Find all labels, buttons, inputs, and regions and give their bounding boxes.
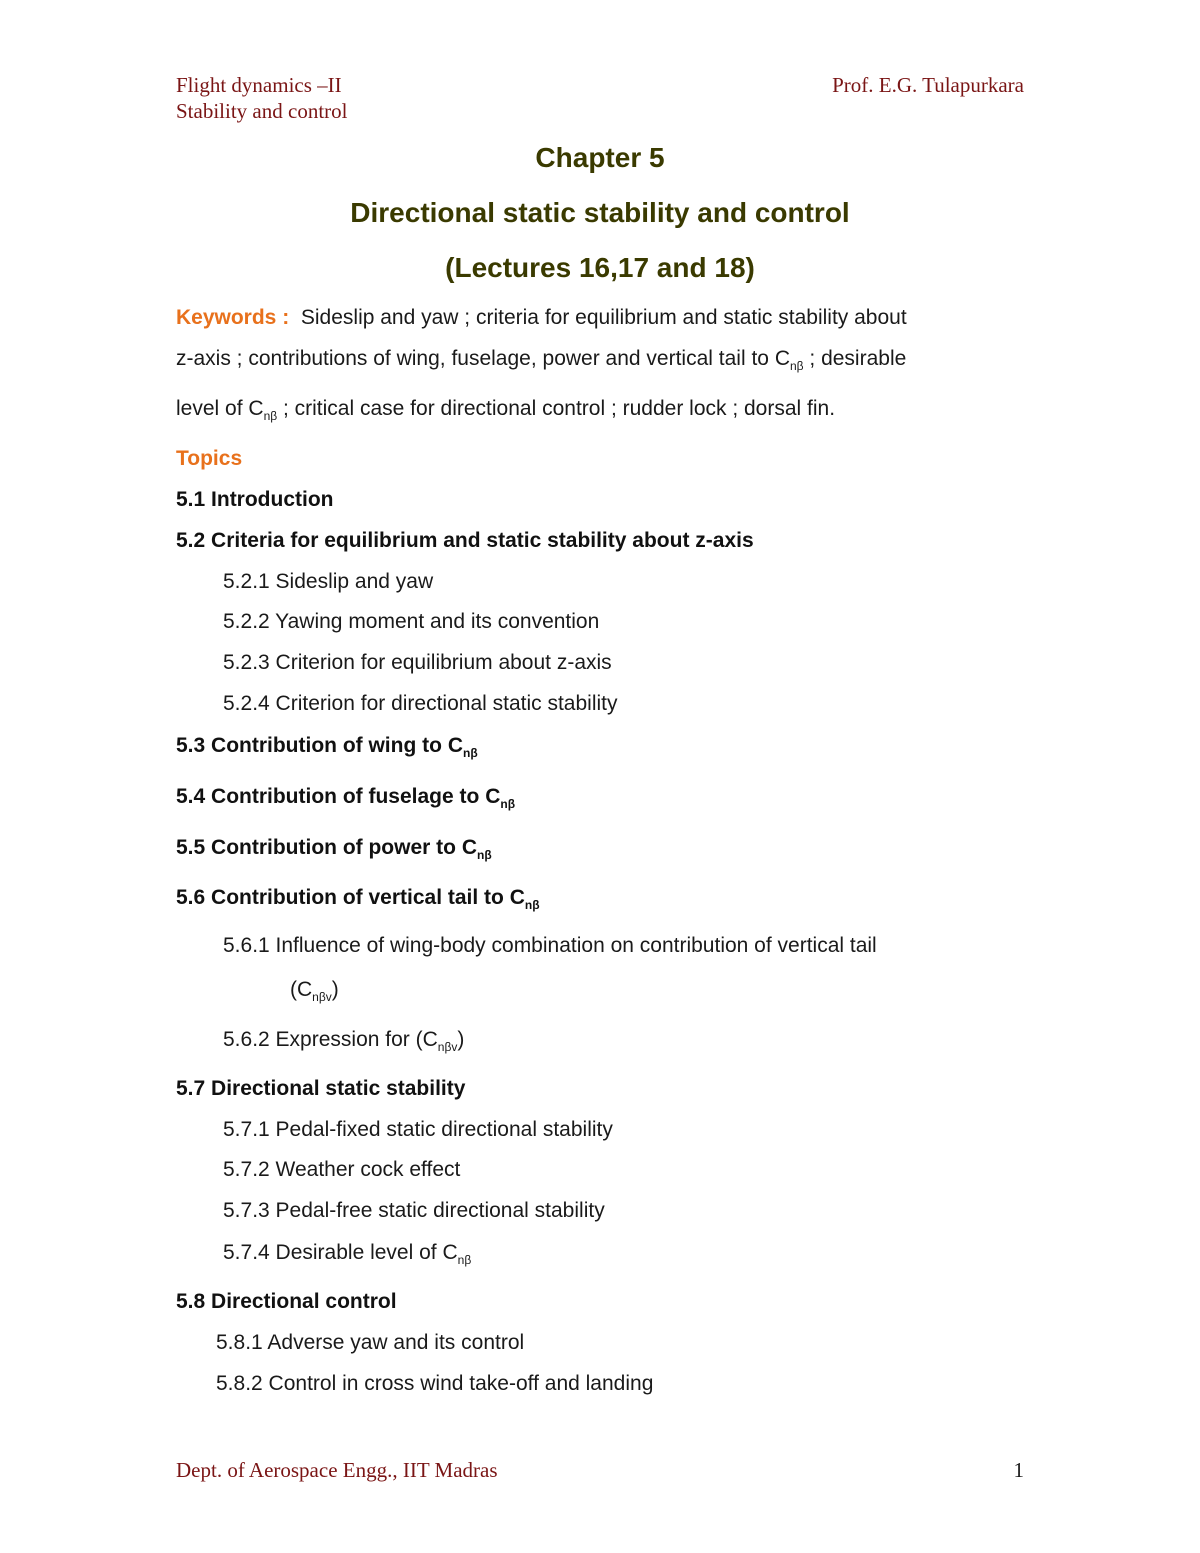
keywords-line-1 bbox=[176, 306, 907, 330]
topics-heading: Topics bbox=[176, 447, 243, 470]
symbol-c: C bbox=[485, 785, 501, 808]
symbol-c: C bbox=[442, 1241, 458, 1264]
topic-5-4-text: 5.4 Contribution of fuselage to bbox=[176, 785, 480, 808]
keywords-text-1: Sideslip and yaw ; criteria for equilibrium and static stability about bbox=[300, 306, 907, 329]
topic-5-6 bbox=[176, 886, 540, 912]
keywords-text-3b: ; critical case for directional control ; rudder lock ; dorsal fin. bbox=[282, 397, 836, 420]
topic-5-7-4-text: 5.7.4 Desirable level of bbox=[223, 1241, 437, 1264]
topic-5-7-1: 5.7.1 Pedal-fixed static directional stability bbox=[223, 1118, 613, 1141]
chapter-title: Directional static stability and control bbox=[350, 197, 850, 228]
symbol-subscript: nβv bbox=[312, 990, 332, 1004]
symbol-c: C bbox=[447, 734, 463, 757]
symbol-subscript: nβ bbox=[477, 848, 492, 862]
symbol-subscript: nβv bbox=[437, 1040, 458, 1054]
symbol-subscript: nβ bbox=[500, 797, 516, 811]
symbol-subscript: nβ bbox=[457, 1253, 472, 1267]
symbol-c: C bbox=[422, 1028, 438, 1051]
topic-5-3 bbox=[176, 734, 478, 760]
symbol-subscript: nβ bbox=[524, 898, 540, 912]
footer-department: Dept. of Aerospace Engg., IIT Madras bbox=[176, 1458, 498, 1482]
topic-5-6-2: 5.6.2 Expression for $(C_{n\beta v})$ bbox=[223, 1028, 465, 1054]
symbol-c: C bbox=[297, 978, 313, 1001]
keywords-line-3 bbox=[176, 397, 835, 423]
topic-5-2-4: 5.2.4 Criterion for directional static stability bbox=[223, 692, 618, 715]
keywords-text-3: level of bbox=[176, 397, 243, 420]
topic-5-8-2: 5.8.2 Control in cross wind take-off and landing bbox=[216, 1372, 654, 1395]
lectures-label: (Lectures 16,17 and 18) bbox=[445, 252, 755, 283]
topic-5-1: 5.1 Introduction bbox=[176, 488, 334, 511]
symbol-c: C bbox=[248, 397, 264, 420]
header-subtitle: Stability and control bbox=[176, 99, 348, 123]
topic-5-2-1: 5.2.1 Sideslip and yaw bbox=[223, 570, 434, 593]
topic-5-6-text: 5.6 Contribution of vertical tail to bbox=[176, 886, 504, 909]
header-author: Prof. E.G. Tulapurkara bbox=[832, 73, 1024, 97]
symbol-c: C bbox=[774, 347, 790, 370]
chapter-number: Chapter 5 bbox=[535, 142, 665, 173]
header-course: Flight dynamics –II bbox=[176, 73, 342, 97]
symbol-c: C bbox=[461, 836, 477, 859]
keywords-label: Keywords : bbox=[176, 306, 290, 329]
symbol-subscript: nβ bbox=[263, 409, 278, 423]
topic-5-6-2-text: 5.6.2 Expression for bbox=[223, 1028, 410, 1051]
topic-5-8: 5.8 Directional control bbox=[176, 1290, 397, 1313]
topic-5-6-1: 5.6.1 Influence of wing-body combination on contribution of vertical tail bbox=[223, 934, 877, 957]
topic-5-7-3: 5.7.3 Pedal-free static directional stability bbox=[223, 1199, 605, 1222]
symbol-c: C bbox=[509, 886, 525, 909]
topic-5-7-2: 5.7.2 Weather cock effect bbox=[223, 1158, 461, 1181]
topic-5-2: 5.2 Criteria for equilibrium and static stability about z-axis bbox=[176, 529, 754, 552]
topic-5-8-1: 5.8.1 Adverse yaw and its control bbox=[216, 1331, 525, 1354]
keywords-line-2 bbox=[176, 347, 906, 373]
symbol-subscript: nβ bbox=[462, 746, 478, 760]
topic-5-5-text: 5.5 Contribution of power to bbox=[176, 836, 456, 859]
topic-5-4 bbox=[176, 785, 515, 811]
keywords-text-2b: ; desirable bbox=[809, 347, 907, 370]
topic-5-6-1-symbol: $(C_{n\beta v})$ bbox=[290, 978, 339, 1004]
page-number: 1 bbox=[1013, 1458, 1024, 1482]
topic-5-2-3: 5.2.3 Criterion for equilibrium about z-axis bbox=[223, 651, 612, 674]
topic-5-5 bbox=[176, 836, 492, 862]
topic-5-7-4 bbox=[223, 1241, 471, 1267]
topic-5-3-text: 5.3 Contribution of wing to bbox=[176, 734, 442, 757]
topic-5-2-2: 5.2.2 Yawing moment and its convention bbox=[223, 610, 600, 633]
header-left bbox=[176, 72, 347, 124]
symbol-subscript: nβ bbox=[789, 359, 804, 373]
keywords-text-2: z-axis ; contributions of wing, fuselage, power and vertical tail to bbox=[176, 347, 769, 370]
topic-5-7: 5.7 Directional static stability bbox=[176, 1077, 466, 1100]
